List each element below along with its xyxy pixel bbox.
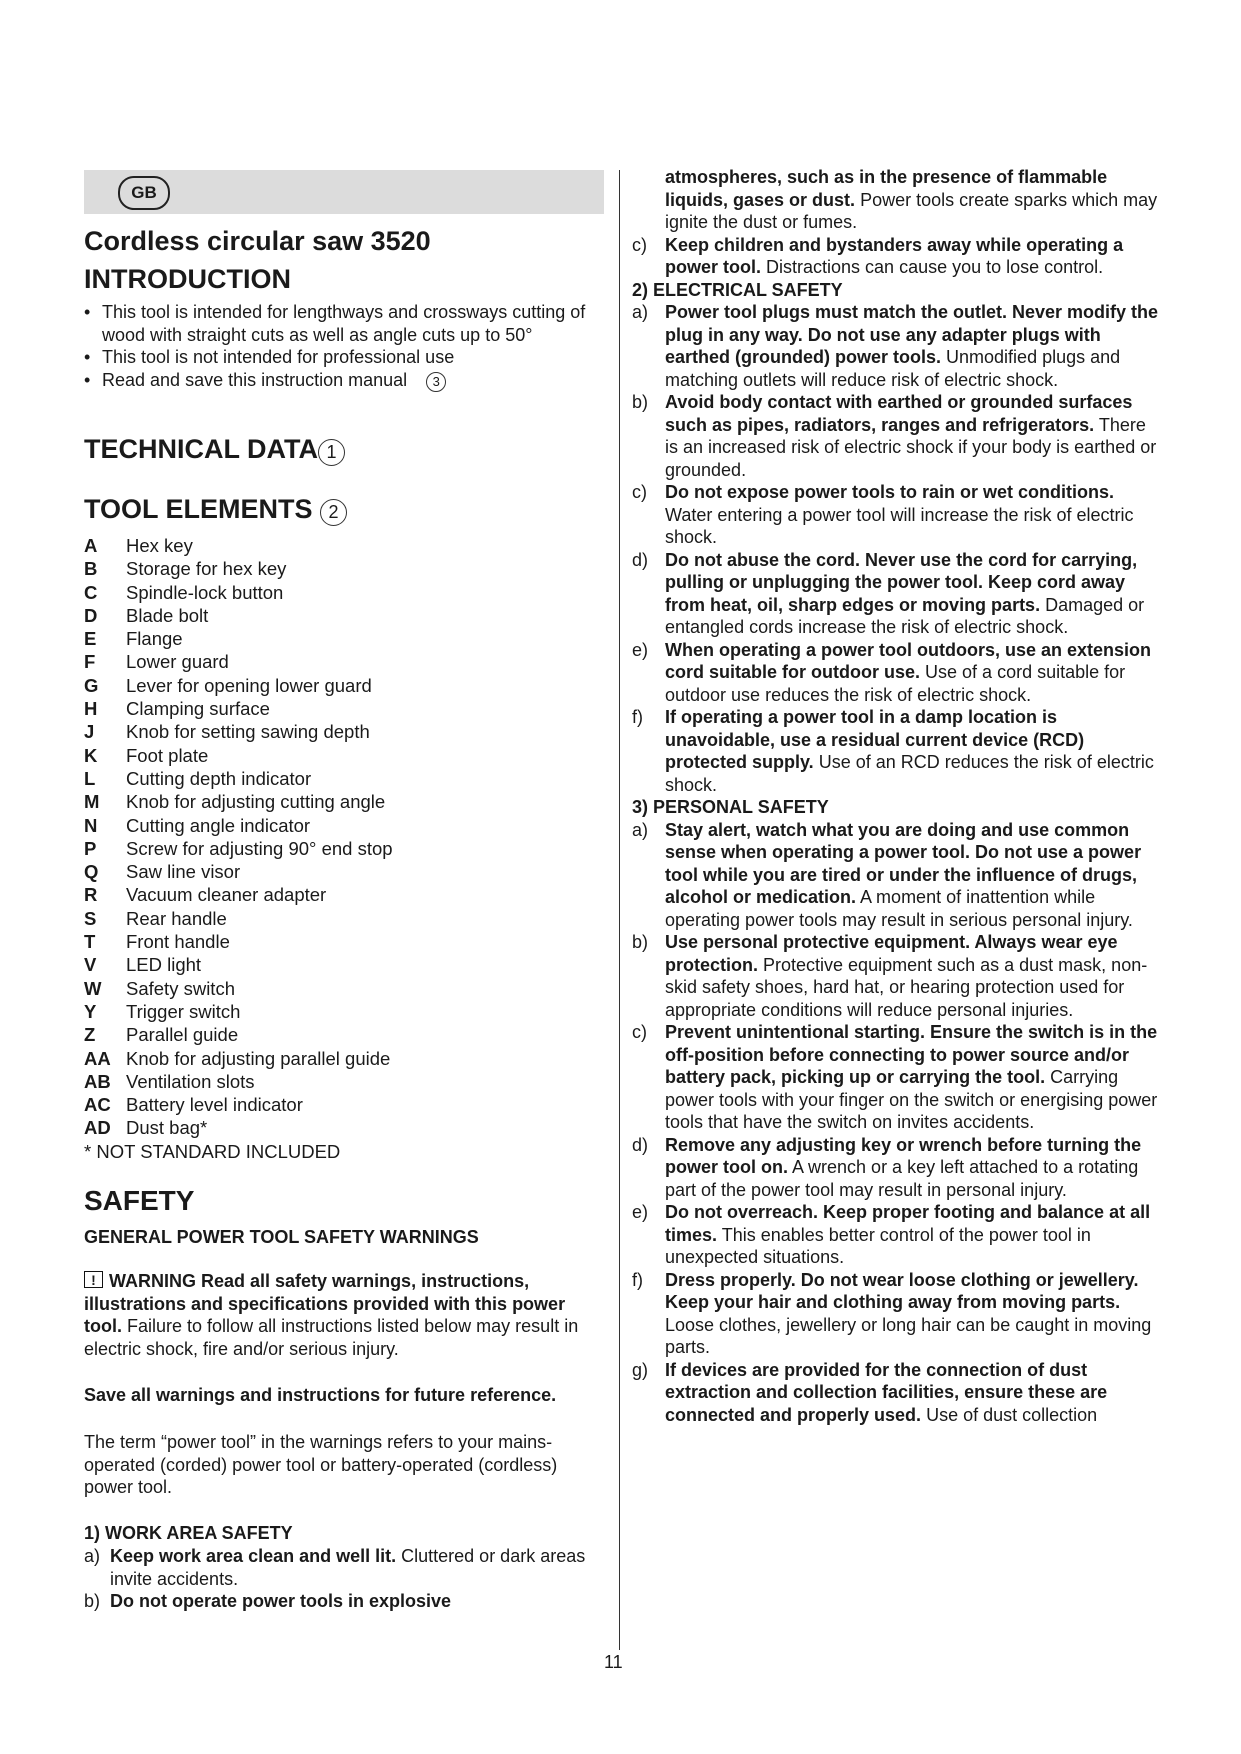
technical-data-heading: TECHNICAL DATA 1 — [84, 434, 345, 466]
tool-element-row — [84, 1116, 594, 1139]
term-note: The term “power tool” in the warnings refers to your mains-operated (corded) power tool or battery-operated (cordless) power tool. — [84, 1432, 558, 1497]
tool-element-row — [84, 1023, 594, 1046]
tool-element-row — [84, 604, 594, 627]
tool-element-label: Cutting depth indicator — [126, 767, 312, 789]
tool-element-letter: H — [84, 698, 98, 720]
tool-element-row — [84, 744, 594, 767]
language-bar — [84, 170, 604, 214]
list-item: a) Keep work area clean and well lit. Cluttered or dark areas invite accidents. — [84, 1546, 586, 1589]
tool-element-letter: AD — [84, 1117, 111, 1139]
tool-element-label: Clamping surface — [126, 698, 270, 720]
tool-element-row — [84, 767, 594, 790]
tool-element-label: Knob for adjusting cutting angle — [126, 791, 386, 813]
tool-element-label: Blade bolt — [126, 604, 209, 626]
tool-elements-heading: TOOL ELEMENTS 2 — [84, 494, 347, 526]
tool-element-row — [84, 1070, 594, 1093]
personal-heading: 3) PERSONAL SAFETY — [632, 797, 829, 817]
tool-element-label: Front handle — [126, 931, 230, 953]
tool-element-row — [84, 581, 594, 604]
list-item: f) Dress properly. Do not wear loose clothing or jewellery. Keep your hair and clothing away from moving parts. Loose clothes, jewellery or long hair can be caught in moving parts. — [632, 1269, 1152, 1357]
tool-element-label: Lower guard — [126, 651, 229, 673]
tool-element-label: Lever for opening lower guard — [126, 674, 372, 696]
tool-element-letter: D — [84, 604, 98, 626]
tool-element-letter: C — [84, 581, 98, 603]
tool-element-letter: Q — [84, 861, 99, 883]
tool-element-row — [84, 1000, 594, 1023]
tool-element-row — [84, 627, 594, 650]
tool-element-label: Spindle-lock button — [126, 581, 284, 603]
tool-element-label: Vacuum cleaner adapter — [126, 884, 327, 906]
tool-element-letter: G — [84, 674, 99, 696]
tool-element-letter: P — [84, 837, 97, 859]
tool-element-label: Ventilation slots — [126, 1070, 255, 1092]
introduction-heading: INTRODUCTION — [84, 264, 291, 294]
list-item: • This tool is intended for lengthways and crossways cutting of wood with straight cuts as well as angle cuts up to 50° — [84, 301, 594, 346]
tool-element-row — [84, 814, 594, 837]
tool-element-row — [84, 953, 594, 976]
figure-ref-2: 2 — [320, 499, 347, 526]
tool-elements-list — [84, 534, 594, 1163]
column-divider — [619, 170, 620, 1650]
tool-element-row — [84, 977, 594, 1000]
safety-subheading: GENERAL POWER TOOL SAFETY WARNINGS — [84, 1227, 479, 1247]
tool-element-letter: B — [84, 558, 98, 580]
tool-element-row — [84, 860, 594, 883]
tool-element-row — [84, 720, 594, 743]
list-item: d) Do not abuse the cord. Never use the cord for carrying, pulling or unplugging the power tool. Keep cord away from heat, oil, sharp edges or moving parts. Damaged or entangled cords increase the risk of electric shock. — [632, 549, 1145, 637]
warning-paragraph: !WARNING Read all safety warnings, instructions, illustrations and specifications provided with this power tool. Failure to follow all instructions listed below may result in electric shock, fire and/or serious injury. — [84, 1270, 604, 1360]
list-item: • Read and save this instruction manual 3 — [84, 369, 594, 392]
tool-element-letter: F — [84, 651, 96, 673]
tool-element-label: Safety switch — [126, 977, 235, 999]
tool-element-row — [84, 883, 594, 906]
tool-element-letter: L — [84, 767, 96, 789]
tool-element-label: Parallel guide — [126, 1024, 239, 1046]
tool-element-letter: K — [84, 744, 98, 766]
tool-element-row — [84, 1047, 594, 1070]
list-item: e) Do not overreach. Keep proper footing and balance at all times. This enables better control of the power tool in unexpected situations. — [632, 1202, 1151, 1267]
figure-ref-3: 3 — [426, 372, 446, 392]
list-item: c) Prevent unintentional starting. Ensure the switch is in the off-position before connecting to power source and/or battery pack, picking up or carrying the tool. Carrying power tools with your finger on the switch or energising power tools that have the switch on invites accidents. — [632, 1022, 1158, 1132]
tool-element-label: Battery level indicator — [126, 1094, 303, 1116]
tool-element-label: Trigger switch — [126, 1000, 241, 1022]
tool-element-letter: J — [84, 721, 95, 743]
warning-icon — [84, 1271, 103, 1288]
safety-heading: SAFETY — [84, 1185, 195, 1216]
list-item: • This tool is not intended for professional use — [84, 346, 594, 369]
tool-element-row — [84, 790, 594, 813]
list-item: f) If operating a power tool in a damp location is unavoidable, use a residual current device (RCD) protected supply. Use of an RCD reduces the risk of electric shock. — [632, 707, 1154, 795]
list-item: b) Avoid body contact with earthed or grounded surfaces such as pipes, radiators, ranges and refrigerators. There is an increased risk of electric shock if your body is earthed or grounded. — [632, 392, 1157, 480]
tool-element-label: Knob for adjusting parallel guide — [126, 1047, 391, 1069]
electrical-heading: 2) ELECTRICAL SAFETY — [632, 279, 843, 300]
tool-element-label: Rear handle — [126, 907, 227, 929]
list-item: b) Do not operate power tools in explosive — [84, 1591, 452, 1611]
tool-elements-footnote: * NOT STANDARD INCLUDED — [84, 1140, 341, 1162]
save-note: Save all warnings and instructions for future reference. — [84, 1385, 557, 1405]
language-badge: GB — [118, 176, 170, 210]
list-item: c) Keep children and bystanders away while operating a power tool. Distractions can cause you to lose control. — [632, 234, 1124, 277]
tool-element-row — [84, 837, 594, 860]
tool-element-label: Cutting angle indicator — [126, 814, 311, 836]
tool-element-letter: M — [84, 791, 100, 813]
tool-element-row — [84, 697, 594, 720]
tool-element-row — [84, 930, 594, 953]
tool-element-label: Storage for hex key — [126, 558, 287, 580]
list-item: e) When operating a power tool outdoors, use an extension cord suitable for outdoor use. Use of a cord suitable for outdoor use reduces the risk of electric shock. — [632, 639, 1152, 705]
document-title: Cordless circular saw 3520 — [84, 226, 431, 256]
tool-element-letter: AC — [84, 1094, 111, 1116]
tool-element-letter: E — [84, 628, 97, 650]
tool-element-row — [84, 674, 594, 697]
tool-element-letter: W — [84, 977, 102, 999]
tool-element-letter: T — [84, 931, 96, 953]
list-item: c) Do not expose power tools to rain or wet conditions. Water entering a power tool will increase the risk of electric shock. — [632, 482, 1134, 547]
list-item: b) Use personal protective equipment. Always wear eye protection. Protective equipment such as a dust mask, non-skid safety shoes, hard hat, or hearing protection used for appropriate conditions will reduce personal injuries. — [632, 932, 1148, 1020]
list-item: a) Stay alert, watch what you are doing and use common sense when operating a power tool. Do not use a power tool while you are tired or under the influence of drugs, alcohol or medication. A moment of inattention while operating power tools may result in serious personal injury. — [632, 819, 1142, 930]
work-area-b-cont: atmospheres, such as in the presence of flammable liquids, gases or dust. Power tools create sparks which may ignite the dust or fumes. — [665, 167, 1158, 232]
tool-element-row — [84, 1093, 594, 1116]
tool-element-letter: V — [84, 954, 97, 976]
introduction-list — [84, 301, 594, 392]
tool-element-row — [84, 534, 594, 557]
tool-element-row — [84, 650, 594, 673]
tool-element-label: Foot plate — [126, 744, 209, 766]
tool-element-label: Saw line visor — [126, 861, 241, 883]
list-item: g) If devices are provided for the connection of dust extraction and collection facilities, ensure these are connected and properly used. Use of dust collection — [632, 1359, 1108, 1425]
tool-element-label: Screw for adjusting 90° end stop — [126, 837, 393, 859]
list-item: d) Remove any adjusting key or wrench before turning the power tool on. A wrench or a key left attached to a rotating part of the power tool may result in personal injury. — [632, 1134, 1142, 1200]
tool-element-letter: Z — [84, 1024, 96, 1046]
page-number: 11 — [604, 1652, 623, 1672]
tool-element-letter: R — [84, 884, 98, 906]
tool-element-label: Hex key — [126, 535, 193, 556]
tool-element-letter: Y — [84, 1000, 97, 1022]
list-item: a) Power tool plugs must match the outlet. Never modify the plug in any way. Do not use any adapter plugs with earthed (grounded) power tools. Unmodified plugs and matching outlets will reduce risk of electric shock. — [632, 302, 1159, 390]
tool-element-row — [84, 907, 594, 930]
right-column-flow — [632, 166, 1162, 1426]
tool-element-label: Flange — [126, 628, 183, 650]
tool-element-letter: AA — [84, 1047, 111, 1069]
figure-ref-1: 1 — [318, 439, 345, 466]
tool-element-letter: AB — [84, 1070, 111, 1092]
tool-element-label: LED light — [126, 954, 202, 976]
tool-element-row — [84, 557, 594, 580]
tool-element-label: Knob for setting sawing depth — [126, 721, 370, 743]
work-area-heading: 1) WORK AREA SAFETY — [84, 1523, 293, 1543]
work-area-items — [84, 1545, 594, 1613]
tool-element-letter: A — [84, 535, 98, 556]
tool-element-label: Dust bag* — [126, 1117, 208, 1139]
tool-element-letter: N — [84, 814, 98, 836]
tool-element-letter: S — [84, 907, 97, 929]
